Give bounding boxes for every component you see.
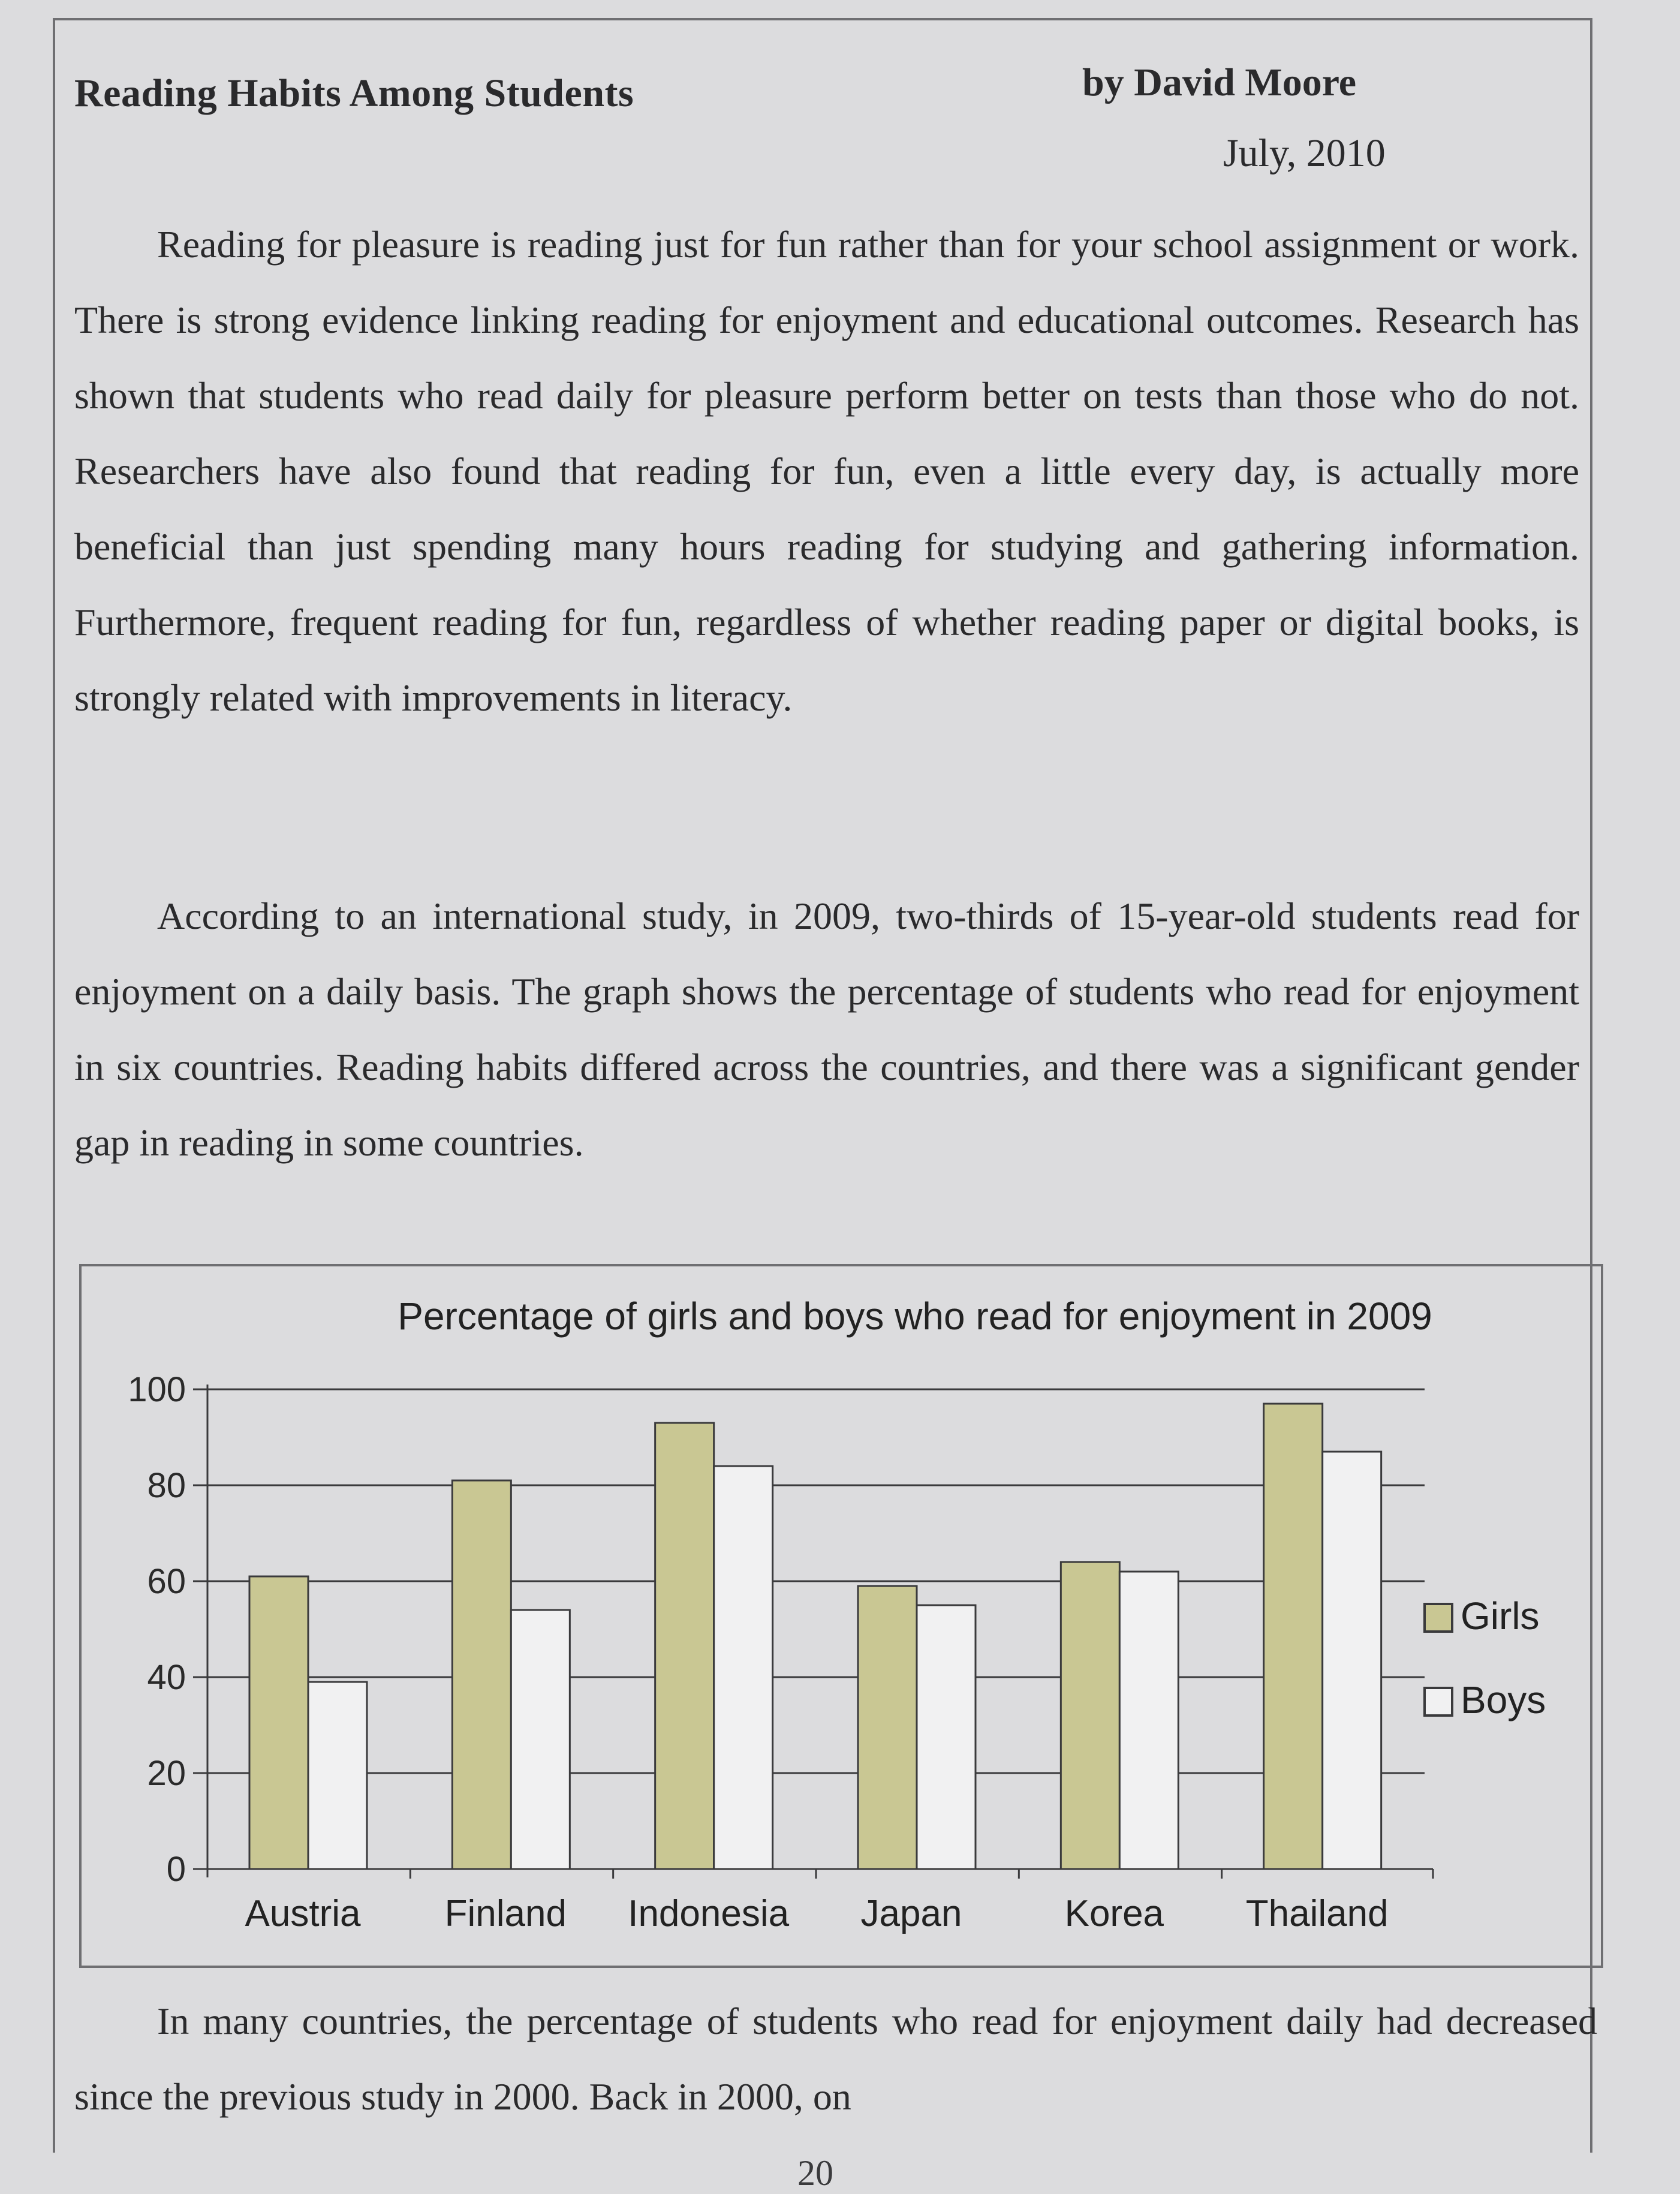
y-tick-label: 20	[147, 1754, 186, 1793]
x-tick-label: Japan	[860, 1893, 962, 1934]
x-tick-label: Korea	[1064, 1893, 1164, 1934]
bar-girls-indonesia	[655, 1423, 714, 1869]
bar-chart	[82, 1266, 1606, 1970]
y-tick-label: 100	[128, 1370, 186, 1409]
bar-girls-japan	[858, 1586, 917, 1869]
x-tick-label: Indonesia	[628, 1893, 790, 1934]
paragraph-3: In many countries, the percentage of students who read for enjoyment daily had decreased since the previous study in 2000. Back in 2000, on	[74, 2000, 1597, 2118]
x-tick-label: Thailand	[1245, 1893, 1389, 1934]
x-tick-label: Austria	[245, 1893, 361, 1934]
bar-boys-korea	[1119, 1572, 1178, 1869]
page-number: 20	[797, 2153, 833, 2193]
x-tick-label: Finland	[444, 1893, 567, 1934]
y-tick-label: 80	[147, 1466, 186, 1505]
paragraph-1: Reading for pleasure is reading just for fun rather than for your school assignment or work. There is strong evidence linking reading for enjoyment and educational outcomes. Research has shown that students who read daily for pleasure perform better on tests than those who do not. Researchers have also found that reading for fun, even a little every day, is actually more beneficial than just spending many hours reading for studying and gathering information. Furthermore, frequent reading for fun, regardless of whether reading paper or digital books, is strongly related with improvements in literacy.	[74, 223, 1579, 719]
legend-label-boys: Boys	[1461, 1678, 1546, 1722]
paragraph-2: According to an international study, in 2009, two-thirds of 15-year-old students read for enjoyment on a daily basis. The graph shows the percentage of students who read for enjoyment in six countries. Reading habits differed across the countries, and there was a significant gender gap in reading in some countries.	[74, 895, 1579, 1164]
bar-boys-finland	[511, 1610, 570, 1869]
y-tick-label: 60	[147, 1562, 186, 1601]
y-tick-label: 40	[147, 1658, 186, 1697]
bar-girls-thailand	[1264, 1404, 1323, 1869]
bar-boys-indonesia	[714, 1466, 773, 1869]
bar-girls-austria	[249, 1576, 308, 1869]
article-date: July, 2010	[1223, 131, 1386, 175]
legend-swatch-boys	[1425, 1688, 1452, 1716]
article-title: Reading Habits Among Students	[74, 71, 634, 115]
bar-girls-finland	[452, 1480, 511, 1869]
legend-swatch-girls	[1425, 1604, 1452, 1632]
bar-boys-austria	[308, 1682, 367, 1869]
bar-boys-japan	[917, 1605, 976, 1869]
legend-label-girls: Girls	[1461, 1594, 1540, 1638]
chart-figure	[79, 1264, 1603, 1968]
article-author: by David Moore	[1082, 61, 1357, 104]
y-tick-label: 0	[166, 1850, 186, 1889]
chart-title: Percentage of girls and boys who read for enjoyment in 2009	[398, 1295, 1432, 1338]
bar-girls-korea	[1061, 1562, 1119, 1869]
bar-boys-thailand	[1323, 1452, 1381, 1869]
